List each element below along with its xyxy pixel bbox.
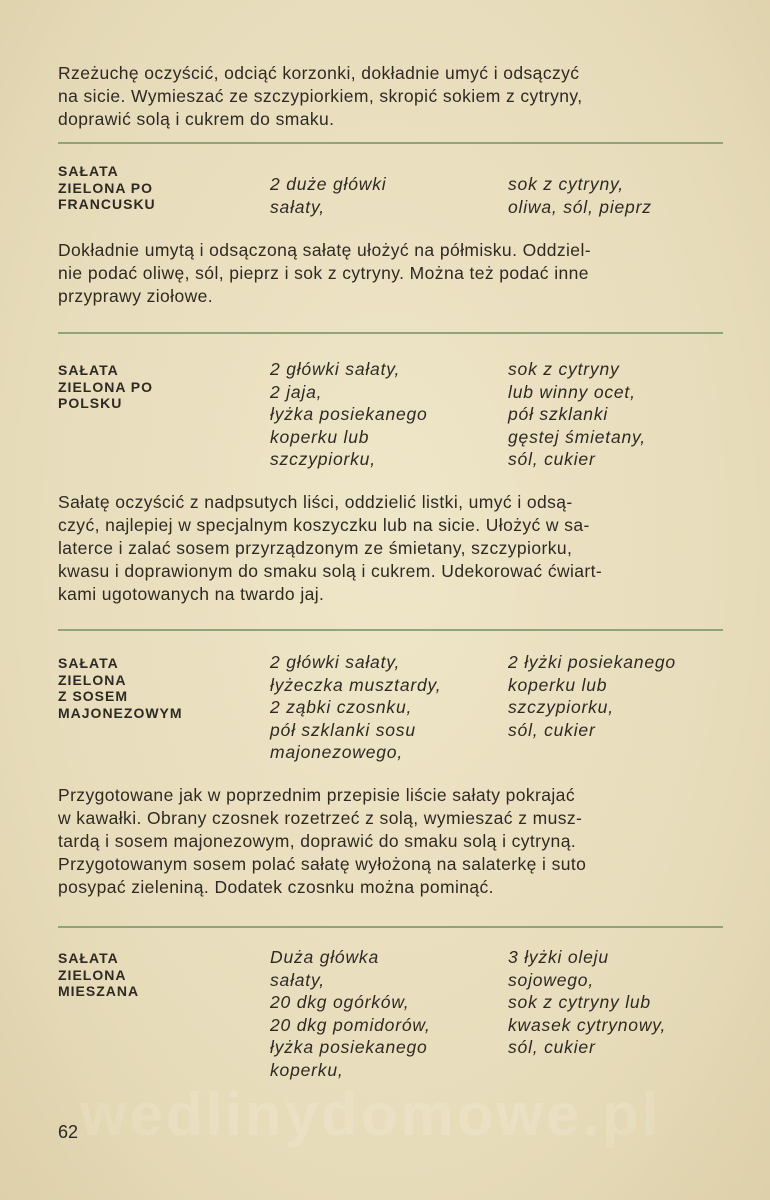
- recipe-title: SAŁATA ZIELONA PO FRANCUSKU: [58, 163, 156, 212]
- ingredients-left: 2 duże główki sałaty,: [270, 174, 387, 217]
- recipe-title: SAŁATA ZIELONA Z SOSEM MAJONEZOWYM: [58, 655, 183, 721]
- ingredients-left: Duża główka sałaty, 20 dkg ogórków, 20 dkg pomidorów, łyżka posiekanego koperku,: [270, 947, 431, 1080]
- recipe-title: SAŁATA ZIELONA PO POLSKU: [58, 362, 154, 411]
- watermark: wedlinydomowe.pl: [80, 1081, 662, 1148]
- page-number: 62: [58, 1122, 79, 1142]
- recipe-method: Przygotowane jak w poprzednim przepisie liście sałaty pokrajać w kawałki. Obrany czosnek rozetrzeć z solą, wymieszać z musz- tardą i sosem majonezowym, doprawić do smaku solą i cytryną. Przygotowanym sosem polać sałatę wyłożoną na salaterkę i suto posypać zieleniną. Dodatek czosnku można pominąć.: [58, 785, 587, 897]
- divider: [58, 142, 723, 144]
- recipe-method: Sałatę oczyścić z nadpsutych liści, oddzielić listki, umyć i odsą- czyć, najlepiej w specjalnym koszyczku lub na sicie. Ułożyć w sa- laterce i zalać sosem przyrządzonym ze śmietany, szczypiorku, kwasu i doprawionym do smaku solą i cukrem. Udekorować ćwiart- kami ugotowanych na twardo jaj.: [58, 492, 603, 604]
- divider: [58, 629, 723, 631]
- recipe-title: SAŁATA ZIELONA MIESZANA: [58, 950, 140, 999]
- ingredients-left: 2 główki sałaty, łyżeczka musztardy, 2 ząbki czosnku, pół szklanki sosu majonezowego,: [270, 652, 442, 762]
- ingredients-right: sok z cytryny lub winny ocet, pół szklanki gęstej śmietany, sól, cukier: [508, 359, 646, 469]
- recipe-method: Dokładnie umytą i odsączoną sałatę ułożyć na półmisku. Oddziel- nie podać oliwę, sól, pieprz i sok z cytryny. Można też podać inne przyprawy ziołowe.: [58, 240, 591, 306]
- ingredients-right: sok z cytryny, oliwa, sól, pieprz: [508, 174, 652, 217]
- divider: [58, 926, 723, 928]
- ingredients-left: 2 główki sałaty, 2 jaja, łyżka posiekanego koperku lub szczypiorku,: [270, 359, 428, 469]
- ingredients-right: 2 łyżki posiekanego koperku lub szczypiorku, sól, cukier: [508, 652, 676, 740]
- intro-paragraph: Rzeżuchę oczyścić, odciąć korzonki, dokładnie umyć i odsączyć na sicie. Wymieszać ze szczypiorkiem, skropić sokiem z cytryny, doprawić solą i cukrem do smaku.: [58, 63, 583, 129]
- ingredients-right: 3 łyżki oleju sojowego, sok z cytryny lub kwasek cytrynowy, sól, cukier: [508, 947, 667, 1057]
- divider: [58, 332, 723, 334]
